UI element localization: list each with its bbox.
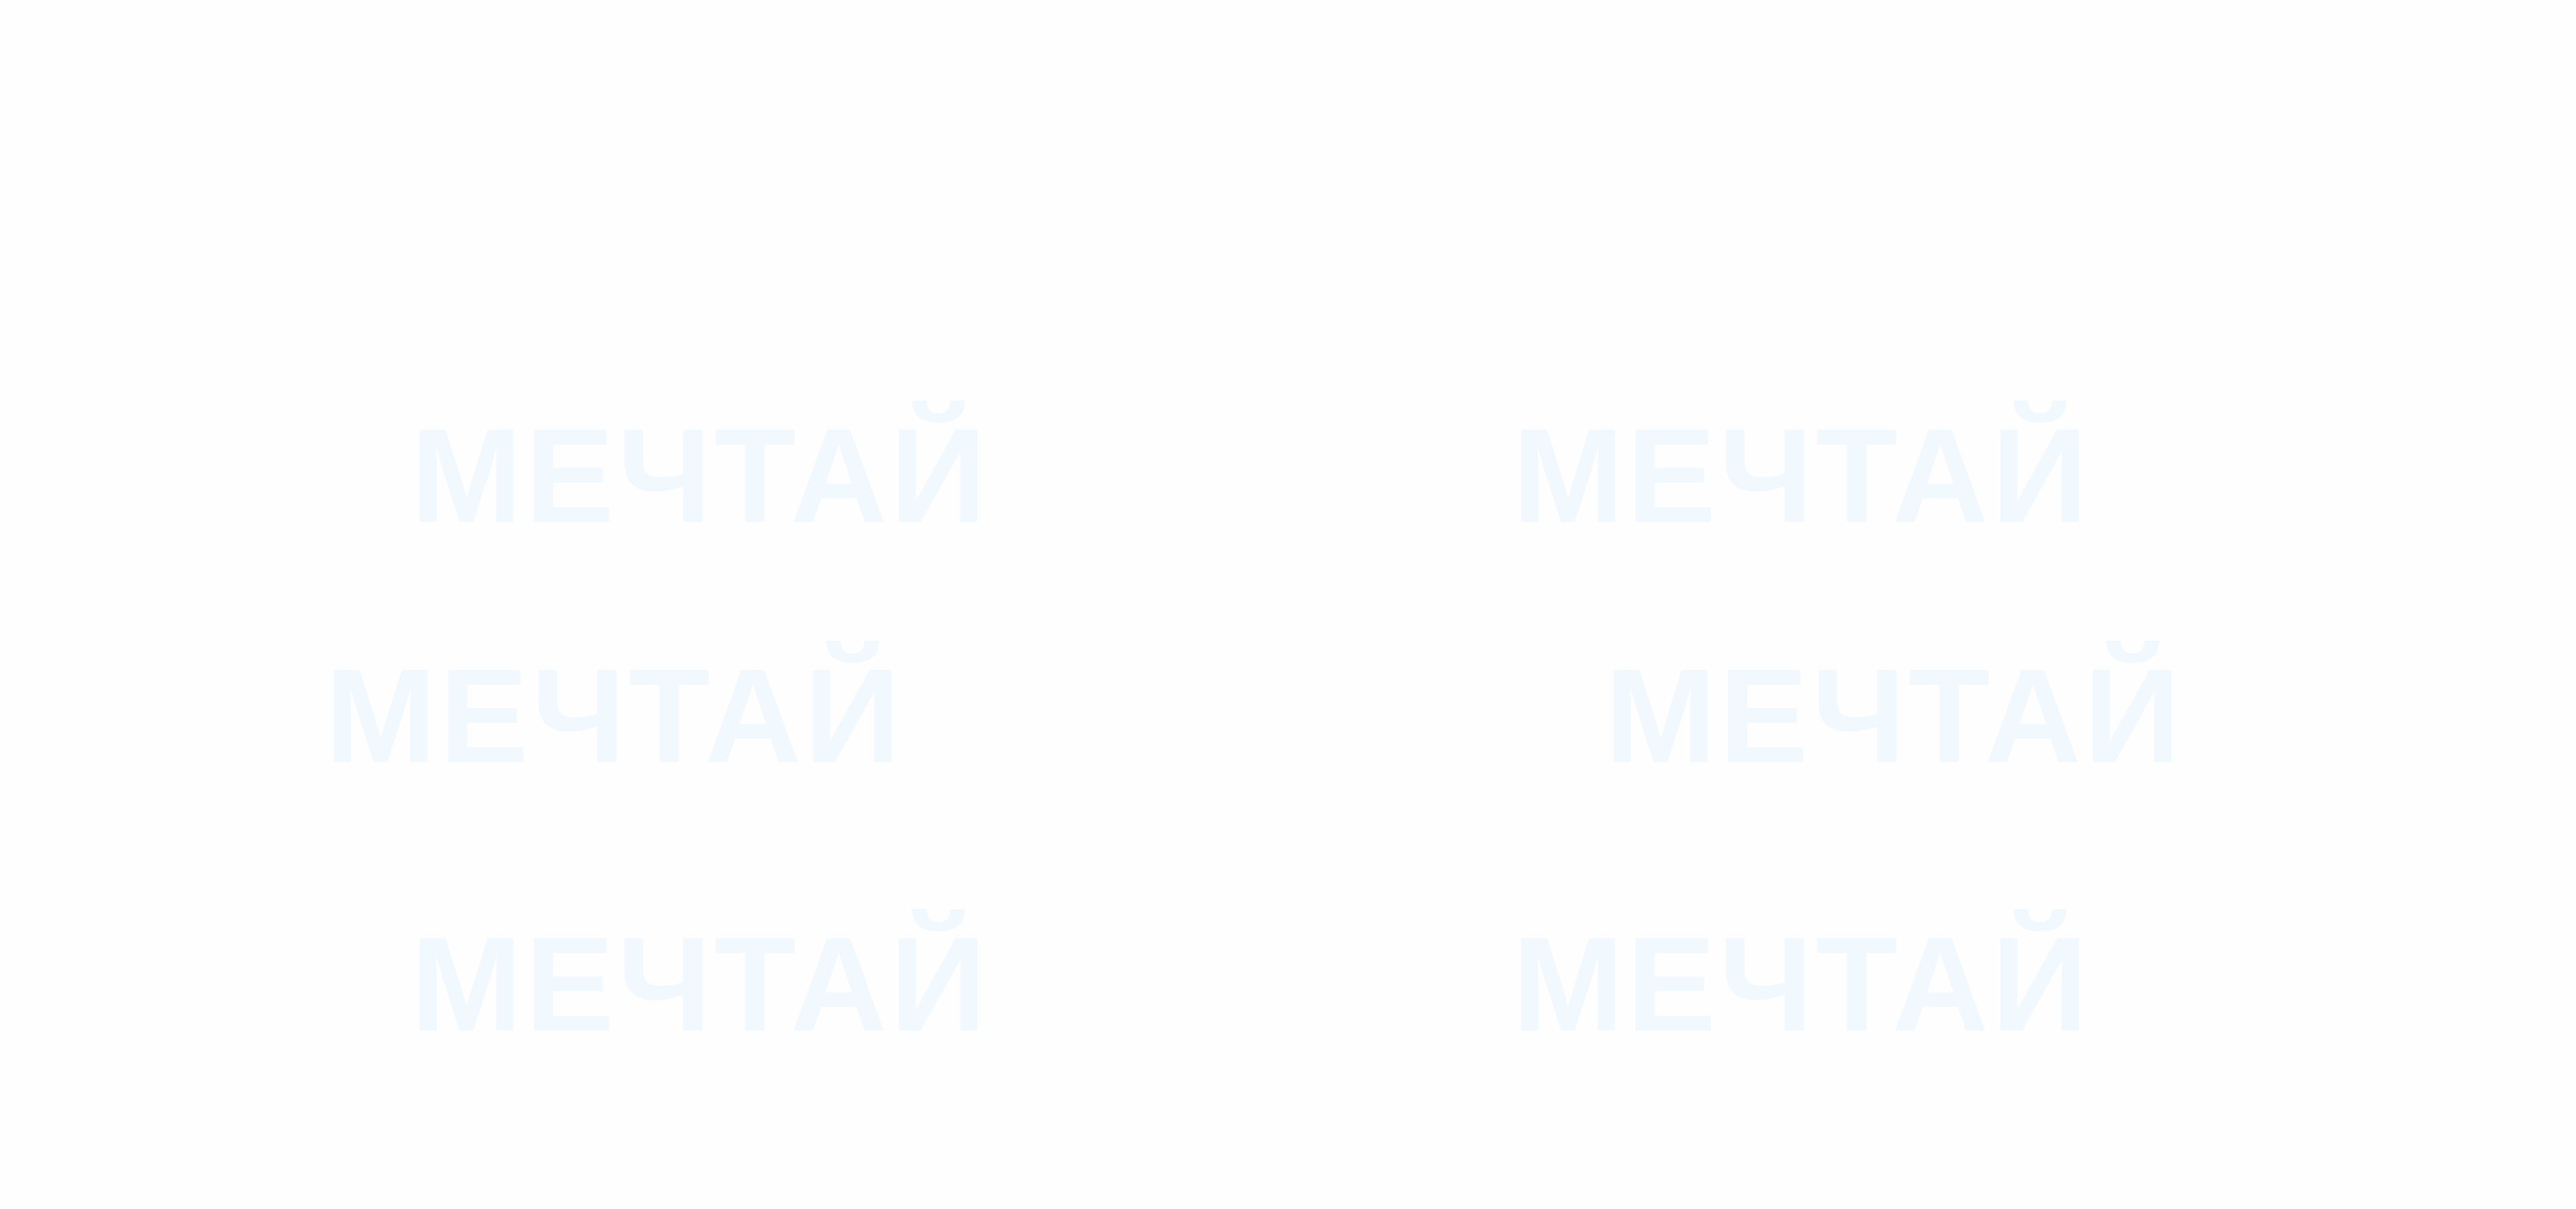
watermark-text: МЕЧТАЙ: [1512, 401, 2091, 551]
watermark-text: МЕЧТАЙ: [411, 401, 989, 551]
watermark-text: МЕЧТАЙ: [325, 641, 904, 791]
watermark-text: МЕЧТАЙ: [1512, 910, 2091, 1059]
watermark-text: МЕЧТАЙ: [1605, 641, 2184, 791]
watermark-text: МЕЧТАЙ: [411, 910, 989, 1059]
